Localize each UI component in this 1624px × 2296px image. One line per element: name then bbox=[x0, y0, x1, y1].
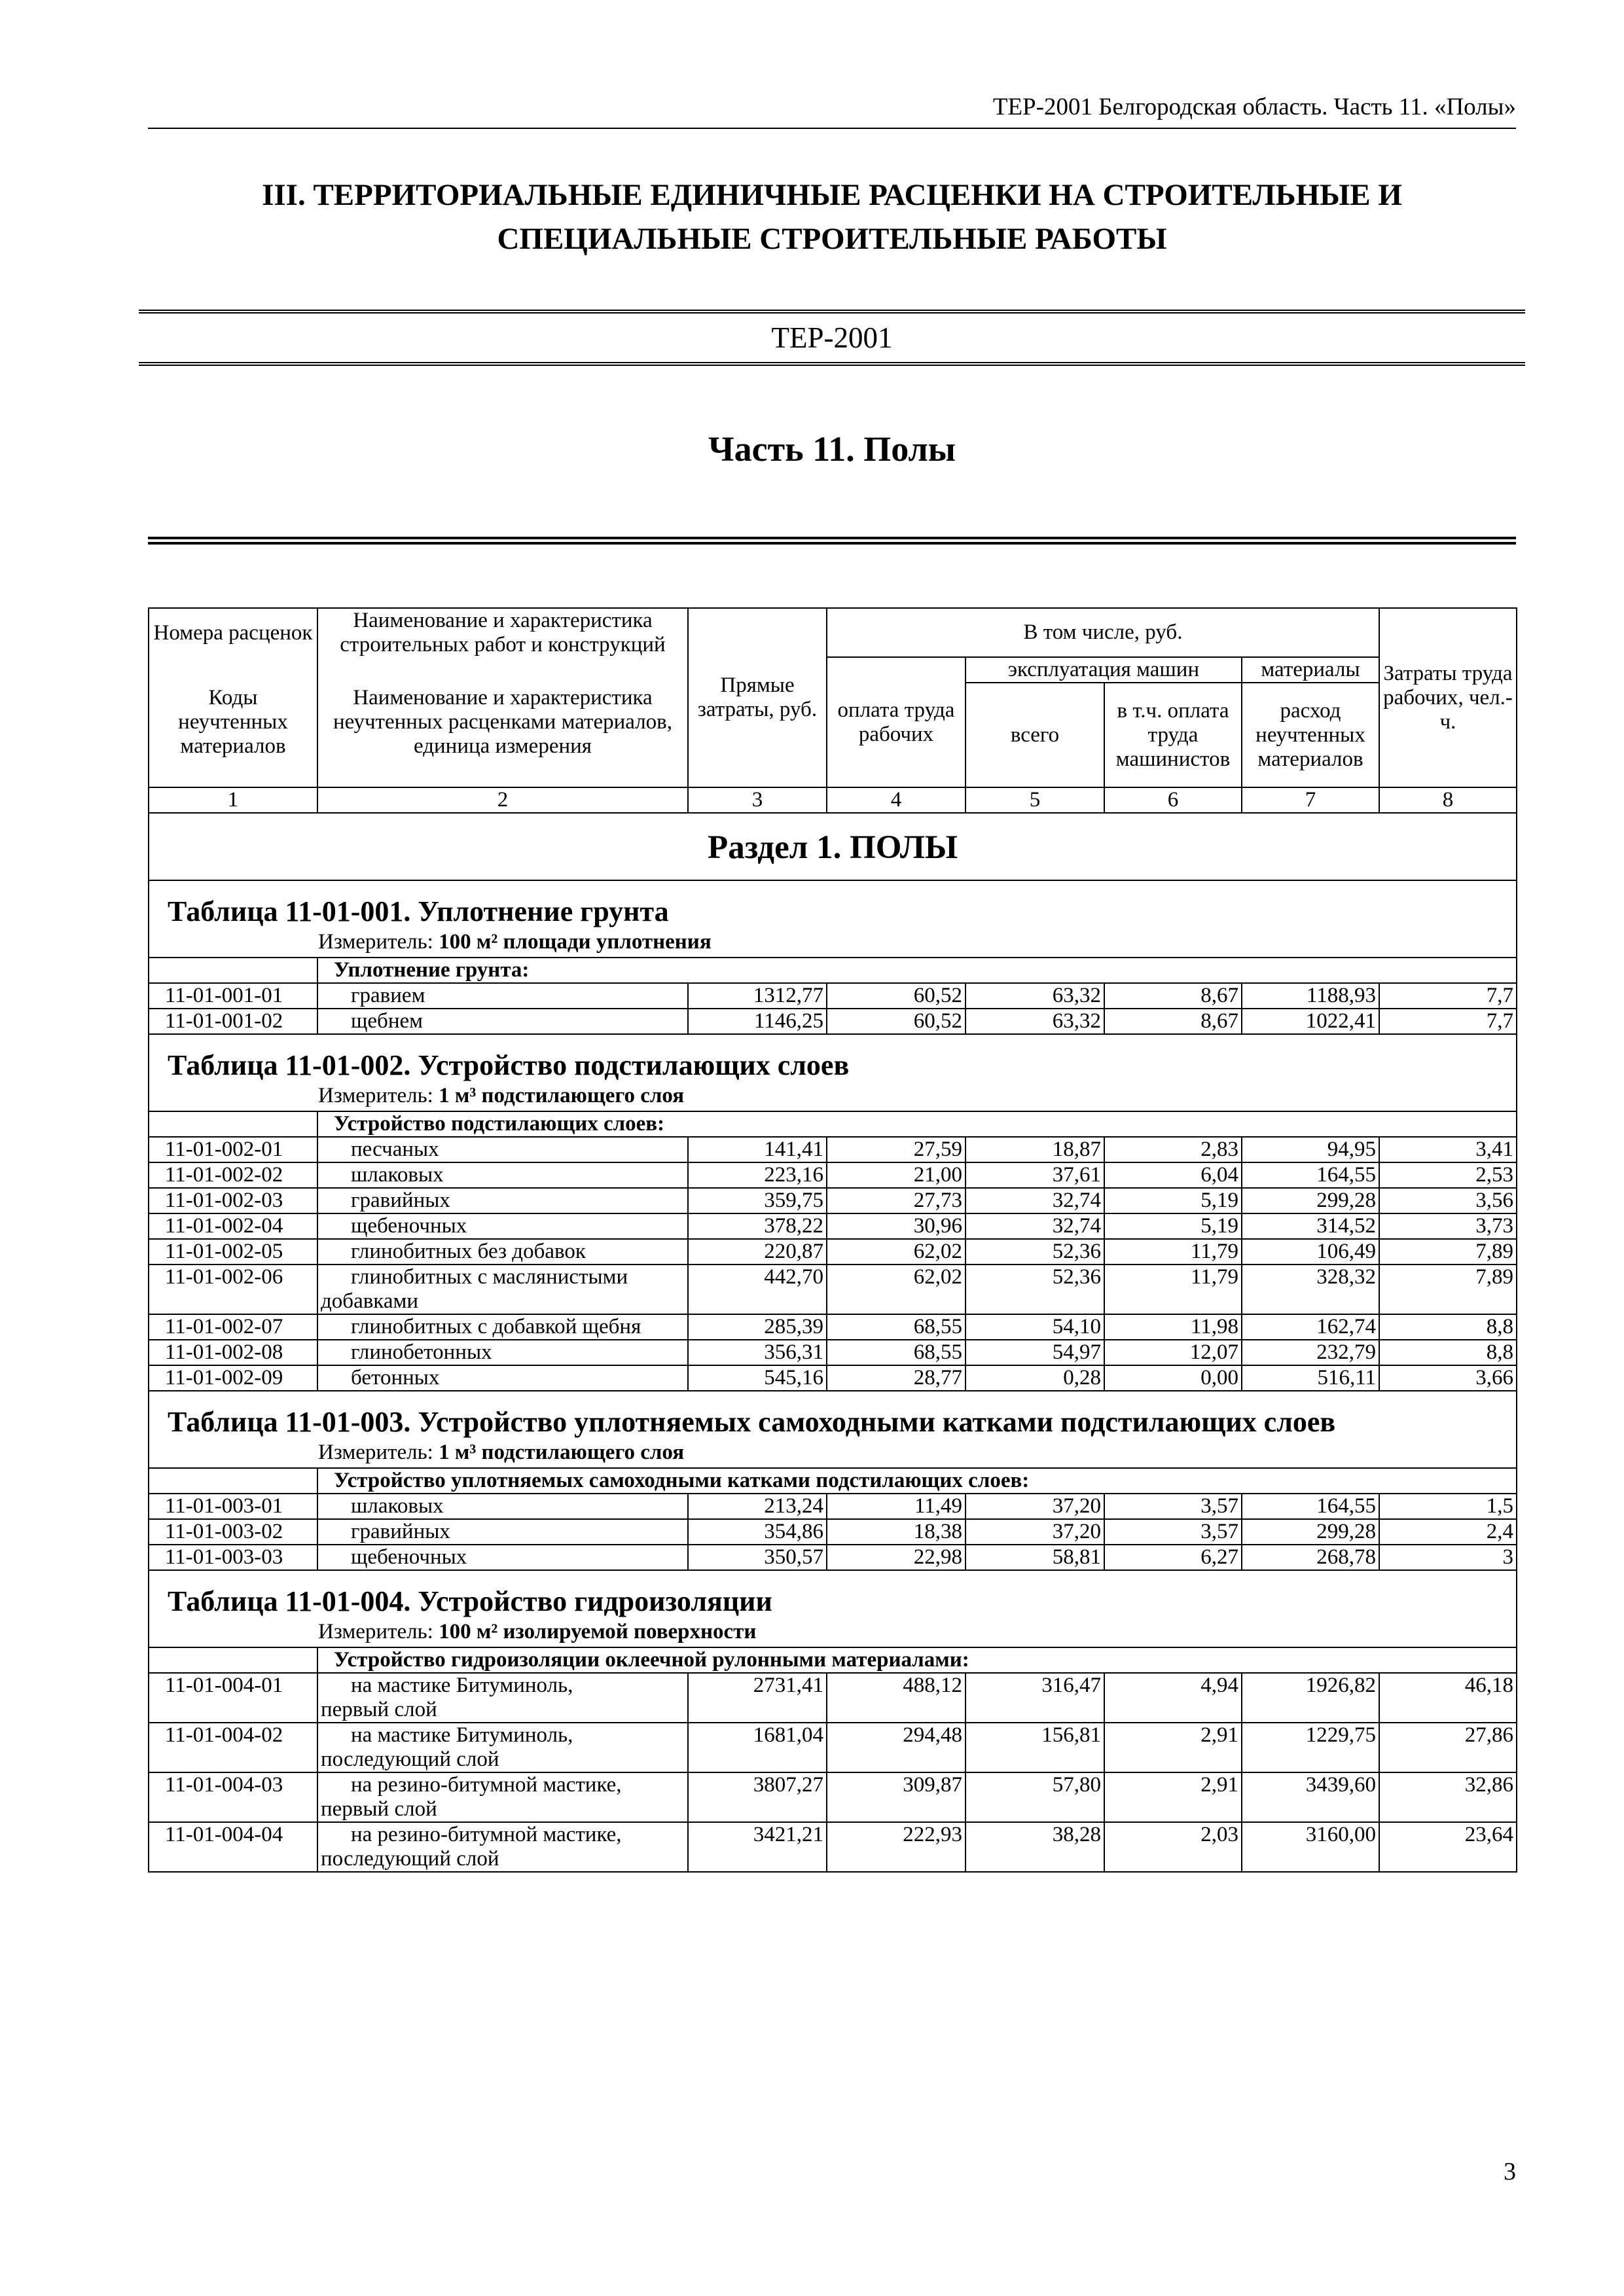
rate-code: 11-01-004-02 bbox=[149, 1723, 317, 1772]
table-row bbox=[149, 983, 1517, 1009]
value-c4: 60,52 bbox=[827, 983, 965, 1009]
value-c7: 164,55 bbox=[1242, 1162, 1379, 1188]
value-c7: 162,74 bbox=[1242, 1314, 1379, 1340]
rate-name-cell bbox=[317, 1188, 688, 1213]
section-title: Раздел 1. ПОЛЫ bbox=[708, 829, 958, 866]
value-c6: 6,04 bbox=[1104, 1162, 1242, 1188]
rate-code: 11-01-002-04 bbox=[149, 1213, 317, 1239]
rate-name-cell bbox=[317, 1822, 688, 1872]
value-c6: 11,79 bbox=[1104, 1265, 1242, 1314]
value-c5: 37,20 bbox=[965, 1494, 1104, 1519]
table-row bbox=[149, 1314, 1517, 1340]
main-title: III. ТЕРРИТОРИАЛЬНЫЕ ЕДИНИЧНЫЕ РАСЦЕНКИ НА СТРОИТЕЛЬНЫЕ И СПЕЦИАЛЬНЫЕ СТРОИТЕЛЬНЫЕ РАБОТЫ bbox=[262, 178, 1402, 256]
table-row bbox=[149, 1822, 1517, 1872]
rate-name-cell bbox=[317, 1314, 688, 1340]
value-c8: 3,73 bbox=[1379, 1213, 1517, 1239]
rate-code: 11-01-002-09 bbox=[149, 1365, 317, 1391]
group-row bbox=[149, 958, 1517, 983]
colnum: 6 bbox=[1104, 787, 1242, 813]
group-name: Устройство гидроизоляции оклеечной рулонными материалами: bbox=[317, 1647, 1517, 1673]
colnum: 7 bbox=[1242, 787, 1379, 813]
rate-name-cell bbox=[317, 1494, 688, 1519]
rate-name-cell bbox=[317, 1340, 688, 1365]
group-name: Устройство подстилающих слоев: bbox=[317, 1111, 1517, 1137]
rate-name: глинобитных без добавок bbox=[351, 1240, 586, 1263]
value-c3: 545,16 bbox=[688, 1365, 827, 1391]
colnum: 5 bbox=[965, 787, 1104, 813]
rate-name: бетонных bbox=[351, 1366, 440, 1390]
value-c7: 1188,93 bbox=[1242, 983, 1379, 1009]
header-c5: всего bbox=[965, 683, 1104, 787]
value-c5: 63,32 bbox=[965, 1009, 1104, 1034]
value-c6: 5,19 bbox=[1104, 1188, 1242, 1213]
rate-name-cont: последующий слой bbox=[321, 1748, 499, 1771]
rate-name-cont: добавками bbox=[321, 1289, 419, 1313]
unit-value: 100 м² площади уплотнения bbox=[439, 930, 712, 954]
rate-name-cell bbox=[317, 1239, 688, 1265]
value-c6: 3,57 bbox=[1104, 1519, 1242, 1545]
value-c8: 3 bbox=[1379, 1545, 1517, 1570]
value-c5: 54,10 bbox=[965, 1314, 1104, 1340]
unit-line bbox=[149, 1619, 1516, 1647]
value-c4: 22,98 bbox=[827, 1545, 965, 1570]
rate-name: щебнем bbox=[351, 1009, 424, 1033]
rate-code: 11-01-004-01 bbox=[149, 1673, 317, 1723]
table-row bbox=[149, 1772, 1517, 1822]
rate-name: гравийных bbox=[351, 1189, 450, 1212]
value-c8: 3,66 bbox=[1379, 1365, 1517, 1391]
table-title-cell bbox=[149, 1391, 1517, 1468]
header-c2-bottom: Наименование и характеристика неучтенных расценками материалов, единица измерения bbox=[317, 657, 688, 787]
rate-name-cell bbox=[317, 1545, 688, 1570]
value-c3: 3807,27 bbox=[688, 1772, 827, 1822]
value-c6: 5,19 bbox=[1104, 1213, 1242, 1239]
table-title-row bbox=[149, 1034, 1517, 1111]
value-c7: 328,32 bbox=[1242, 1265, 1379, 1314]
value-c5: 37,61 bbox=[965, 1162, 1104, 1188]
value-c5: 37,20 bbox=[965, 1519, 1104, 1545]
value-c4: 62,02 bbox=[827, 1239, 965, 1265]
rate-name: глинобитных с добавкой щебня bbox=[351, 1315, 641, 1338]
group-code-cell bbox=[149, 1468, 317, 1494]
value-c7: 1022,41 bbox=[1242, 1009, 1379, 1034]
table-row bbox=[149, 1519, 1517, 1545]
table-row bbox=[149, 1239, 1517, 1265]
rate-name-cont: первый слой bbox=[321, 1698, 437, 1721]
header-machines: эксплуатация машин bbox=[965, 657, 1242, 683]
rate-name: на резино-битумной мастике, bbox=[351, 1823, 622, 1846]
value-c6: 4,94 bbox=[1104, 1673, 1242, 1723]
rate-name: песчаных bbox=[351, 1138, 439, 1161]
value-c5: 0,28 bbox=[965, 1365, 1104, 1391]
rate-code: 11-01-002-08 bbox=[149, 1340, 317, 1365]
rate-code: 11-01-002-05 bbox=[149, 1239, 317, 1265]
table-title-cell bbox=[149, 880, 1517, 958]
value-c8: 32,86 bbox=[1379, 1772, 1517, 1822]
header-c7: расход неучтенных материалов bbox=[1242, 683, 1379, 787]
value-c5: 52,36 bbox=[965, 1239, 1104, 1265]
group-name: Уплотнение грунта: bbox=[317, 958, 1517, 983]
table-title-row bbox=[149, 1570, 1517, 1647]
value-c7: 516,11 bbox=[1242, 1365, 1379, 1391]
value-c7: 106,49 bbox=[1242, 1239, 1379, 1265]
value-c5: 57,80 bbox=[965, 1772, 1104, 1822]
value-c3: 220,87 bbox=[688, 1239, 827, 1265]
table-title: Таблица 11-01-004. Устройство гидроизоляции bbox=[168, 1585, 772, 1617]
header-c1-top: Номера расценок bbox=[149, 608, 317, 657]
value-c6: 2,03 bbox=[1104, 1822, 1242, 1872]
value-c5: 32,74 bbox=[965, 1188, 1104, 1213]
value-c4: 62,02 bbox=[827, 1265, 965, 1314]
value-c6: 0,00 bbox=[1104, 1365, 1242, 1391]
value-c3: 213,24 bbox=[688, 1494, 827, 1519]
rate-code: 11-01-003-03 bbox=[149, 1545, 317, 1570]
value-c8: 46,18 bbox=[1379, 1673, 1517, 1723]
header-c1-bottom: Коды неучтенных материалов bbox=[149, 657, 317, 787]
table-header bbox=[149, 608, 1517, 813]
page-number: 3 bbox=[1504, 2158, 1516, 2185]
header-c8: Затраты труда рабочих, чел.-ч. bbox=[1379, 608, 1517, 787]
value-c3: 356,31 bbox=[688, 1340, 827, 1365]
value-c3: 442,70 bbox=[688, 1265, 827, 1314]
value-c4: 21,00 bbox=[827, 1162, 965, 1188]
value-c8: 7,7 bbox=[1379, 1009, 1517, 1034]
value-c5: 156,81 bbox=[965, 1723, 1104, 1772]
rates-table bbox=[148, 607, 1517, 1873]
rate-name: гравием bbox=[351, 984, 425, 1007]
column-numbers bbox=[149, 787, 1517, 813]
table-title: Таблица 11-01-001. Уплотнение грунта bbox=[168, 895, 669, 927]
rate-name: щебеночных bbox=[351, 1545, 467, 1569]
rate-name-cont: первый слой bbox=[321, 1797, 437, 1821]
value-c3: 223,16 bbox=[688, 1162, 827, 1188]
rate-code: 11-01-004-03 bbox=[149, 1772, 317, 1822]
value-c6: 6,27 bbox=[1104, 1545, 1242, 1570]
rate-name-cell bbox=[317, 1162, 688, 1188]
value-c7: 164,55 bbox=[1242, 1494, 1379, 1519]
header-c6: в т.ч. оплата труда машинистов bbox=[1104, 683, 1242, 787]
value-c6: 12,07 bbox=[1104, 1340, 1242, 1365]
value-c5: 316,47 bbox=[965, 1673, 1104, 1723]
value-c8: 3,41 bbox=[1379, 1137, 1517, 1162]
rate-name-cell bbox=[317, 1365, 688, 1391]
value-c4: 309,87 bbox=[827, 1772, 965, 1822]
table-row bbox=[149, 1723, 1517, 1772]
rate-name-cell bbox=[317, 983, 688, 1009]
table-title: Таблица 11-01-002. Устройство подстилающих слоев bbox=[168, 1049, 850, 1081]
value-c6: 2,91 bbox=[1104, 1723, 1242, 1772]
table-row bbox=[149, 1213, 1517, 1239]
rate-name: щебеночных bbox=[351, 1214, 467, 1238]
value-c4: 30,96 bbox=[827, 1213, 965, 1239]
rate-name: шлаковых bbox=[351, 1163, 444, 1187]
group-row bbox=[149, 1647, 1517, 1673]
unit-prefix: Измеритель: bbox=[318, 1441, 433, 1464]
rate-code: 11-01-002-07 bbox=[149, 1314, 317, 1340]
group-row bbox=[149, 1111, 1517, 1137]
value-c8: 2,4 bbox=[1379, 1519, 1517, 1545]
rate-code: 11-01-002-02 bbox=[149, 1162, 317, 1188]
value-c3: 354,86 bbox=[688, 1519, 827, 1545]
table-row bbox=[149, 1162, 1517, 1188]
value-c8: 2,53 bbox=[1379, 1162, 1517, 1188]
unit-prefix: Измеритель: bbox=[318, 1084, 433, 1107]
value-c3: 1681,04 bbox=[688, 1723, 827, 1772]
value-c7: 299,28 bbox=[1242, 1519, 1379, 1545]
rate-code: 11-01-002-03 bbox=[149, 1188, 317, 1213]
rate-name-cell bbox=[317, 1265, 688, 1314]
header-c4: оплата труда рабочих bbox=[827, 657, 965, 787]
rate-code: 11-01-002-01 bbox=[149, 1137, 317, 1162]
value-c5: 58,81 bbox=[965, 1545, 1104, 1570]
table-row bbox=[149, 1545, 1517, 1570]
group-code-cell bbox=[149, 1111, 317, 1137]
colnum: 3 bbox=[688, 787, 827, 813]
value-c8: 7,89 bbox=[1379, 1239, 1517, 1265]
value-c6: 11,79 bbox=[1104, 1239, 1242, 1265]
value-c4: 294,48 bbox=[827, 1723, 965, 1772]
colnum: 4 bbox=[827, 787, 965, 813]
value-c8: 27,86 bbox=[1379, 1723, 1517, 1772]
table-row bbox=[149, 1009, 1517, 1034]
value-c8: 23,64 bbox=[1379, 1822, 1517, 1872]
value-c7: 1229,75 bbox=[1242, 1723, 1379, 1772]
rate-code: 11-01-002-06 bbox=[149, 1265, 317, 1314]
colnum: 2 bbox=[317, 787, 688, 813]
rate-name: гравийных bbox=[351, 1520, 450, 1543]
unit-line bbox=[149, 1440, 1516, 1467]
section-cell bbox=[149, 813, 1517, 880]
rate-code: 11-01-001-01 bbox=[149, 983, 317, 1009]
rate-name: глинобитных с маслянистыми bbox=[351, 1265, 628, 1289]
rate-name-cell bbox=[317, 1772, 688, 1822]
rate-name-cell bbox=[317, 1723, 688, 1772]
value-c5: 63,32 bbox=[965, 983, 1104, 1009]
value-c6: 3,57 bbox=[1104, 1494, 1242, 1519]
value-c8: 8,8 bbox=[1379, 1314, 1517, 1340]
table-row bbox=[149, 1673, 1517, 1723]
value-c8: 7,89 bbox=[1379, 1265, 1517, 1314]
table-row bbox=[149, 1137, 1517, 1162]
value-c3: 2731,41 bbox=[688, 1673, 827, 1723]
table-title-cell bbox=[149, 1570, 1517, 1647]
value-c3: 141,41 bbox=[688, 1137, 827, 1162]
value-c4: 68,55 bbox=[827, 1314, 965, 1340]
value-c8: 1,5 bbox=[1379, 1494, 1517, 1519]
colnum: 8 bbox=[1379, 787, 1517, 813]
value-c8: 7,7 bbox=[1379, 983, 1517, 1009]
ter-label: ТЕР-2001 bbox=[139, 310, 1525, 366]
value-c8: 8,8 bbox=[1379, 1340, 1517, 1365]
value-c5: 32,74 bbox=[965, 1213, 1104, 1239]
unit-line bbox=[149, 1083, 1516, 1111]
value-c4: 222,93 bbox=[827, 1822, 965, 1872]
value-c7: 232,79 bbox=[1242, 1340, 1379, 1365]
value-c7: 94,95 bbox=[1242, 1137, 1379, 1162]
part-rule bbox=[148, 537, 1516, 545]
value-c6: 8,67 bbox=[1104, 1009, 1242, 1034]
value-c3: 378,22 bbox=[688, 1213, 827, 1239]
value-c4: 28,77 bbox=[827, 1365, 965, 1391]
value-c7: 299,28 bbox=[1242, 1188, 1379, 1213]
rate-name-cell bbox=[317, 1137, 688, 1162]
value-c3: 359,75 bbox=[688, 1188, 827, 1213]
value-c4: 488,12 bbox=[827, 1673, 965, 1723]
header-c3: Прямые затраты, руб. bbox=[688, 608, 827, 787]
running-head: ТЕР-2001 Белгородская область. Часть 11. «Полы» bbox=[148, 93, 1516, 129]
table-row bbox=[149, 1494, 1517, 1519]
table-title-row bbox=[149, 1391, 1517, 1468]
rate-name-cell bbox=[317, 1673, 688, 1723]
value-c3: 3421,21 bbox=[688, 1822, 827, 1872]
value-c3: 1312,77 bbox=[688, 983, 827, 1009]
value-c6: 2,91 bbox=[1104, 1772, 1242, 1822]
value-c3: 285,39 bbox=[688, 1314, 827, 1340]
value-c3: 1146,25 bbox=[688, 1009, 827, 1034]
value-c5: 18,87 bbox=[965, 1137, 1104, 1162]
value-c3: 350,57 bbox=[688, 1545, 827, 1570]
rate-name-cell bbox=[317, 1213, 688, 1239]
table-title-cell bbox=[149, 1034, 1517, 1111]
rate-name: глинобетонных bbox=[351, 1340, 492, 1364]
table-title: Таблица 11-01-003. Устройство уплотняемых самоходными катками подстилающих слоев bbox=[168, 1406, 1336, 1438]
table-row bbox=[149, 1188, 1517, 1213]
table-row bbox=[149, 1265, 1517, 1314]
value-c5: 54,97 bbox=[965, 1340, 1104, 1365]
value-c4: 68,55 bbox=[827, 1340, 965, 1365]
rate-name: на мастике Битуминоль, bbox=[351, 1723, 573, 1747]
header-c2-top: Наименование и характеристика строительных работ и конструкций bbox=[317, 608, 688, 657]
part-title: Часть 11. Полы bbox=[708, 429, 956, 469]
group-code-cell bbox=[149, 958, 317, 983]
rate-code: 11-01-001-02 bbox=[149, 1009, 317, 1034]
value-c7: 3160,00 bbox=[1242, 1822, 1379, 1872]
value-c6: 8,67 bbox=[1104, 983, 1242, 1009]
unit-value: 1 м³ подстилающего слоя bbox=[439, 1441, 685, 1464]
unit-prefix: Измеритель: bbox=[318, 1620, 433, 1643]
value-c7: 3439,60 bbox=[1242, 1772, 1379, 1822]
unit-prefix: Измеритель: bbox=[318, 930, 433, 954]
value-c7: 268,78 bbox=[1242, 1545, 1379, 1570]
header-materials: материалы bbox=[1242, 657, 1379, 683]
rate-name: шлаковых bbox=[351, 1494, 444, 1518]
colnum: 1 bbox=[149, 787, 317, 813]
table-title-row bbox=[149, 880, 1517, 958]
header-incl: В том числе, руб. bbox=[827, 608, 1379, 657]
rate-name-cont: последующий слой bbox=[321, 1847, 499, 1871]
rate-code: 11-01-003-02 bbox=[149, 1519, 317, 1545]
table-row bbox=[149, 1365, 1517, 1391]
group-row bbox=[149, 1468, 1517, 1494]
value-c7: 1926,82 bbox=[1242, 1673, 1379, 1723]
value-c8: 3,56 bbox=[1379, 1188, 1517, 1213]
rate-name: на резино-битумной мастике, bbox=[351, 1773, 622, 1797]
value-c4: 60,52 bbox=[827, 1009, 965, 1034]
section-row bbox=[149, 813, 1517, 880]
rate-code: 11-01-004-04 bbox=[149, 1822, 317, 1872]
unit-value: 100 м² изолируемой поверхности bbox=[439, 1620, 757, 1643]
group-name: Устройство уплотняемых самоходными катками подстилающих слоев: bbox=[317, 1468, 1517, 1494]
value-c5: 52,36 bbox=[965, 1265, 1104, 1314]
unit-line bbox=[149, 929, 1516, 957]
rate-name-cell bbox=[317, 1009, 688, 1034]
value-c6: 11,98 bbox=[1104, 1314, 1242, 1340]
unit-value: 1 м³ подстилающего слоя bbox=[439, 1084, 685, 1107]
value-c4: 27,73 bbox=[827, 1188, 965, 1213]
value-c4: 27,59 bbox=[827, 1137, 965, 1162]
rate-code: 11-01-003-01 bbox=[149, 1494, 317, 1519]
table-body bbox=[149, 813, 1517, 1872]
value-c4: 11,49 bbox=[827, 1494, 965, 1519]
value-c4: 18,38 bbox=[827, 1519, 965, 1545]
value-c7: 314,52 bbox=[1242, 1213, 1379, 1239]
value-c6: 2,83 bbox=[1104, 1137, 1242, 1162]
rate-name: на мастике Битуминоль, bbox=[351, 1674, 573, 1697]
table-row bbox=[149, 1340, 1517, 1365]
group-code-cell bbox=[149, 1647, 317, 1673]
rate-name-cell bbox=[317, 1519, 688, 1545]
value-c5: 38,28 bbox=[965, 1822, 1104, 1872]
